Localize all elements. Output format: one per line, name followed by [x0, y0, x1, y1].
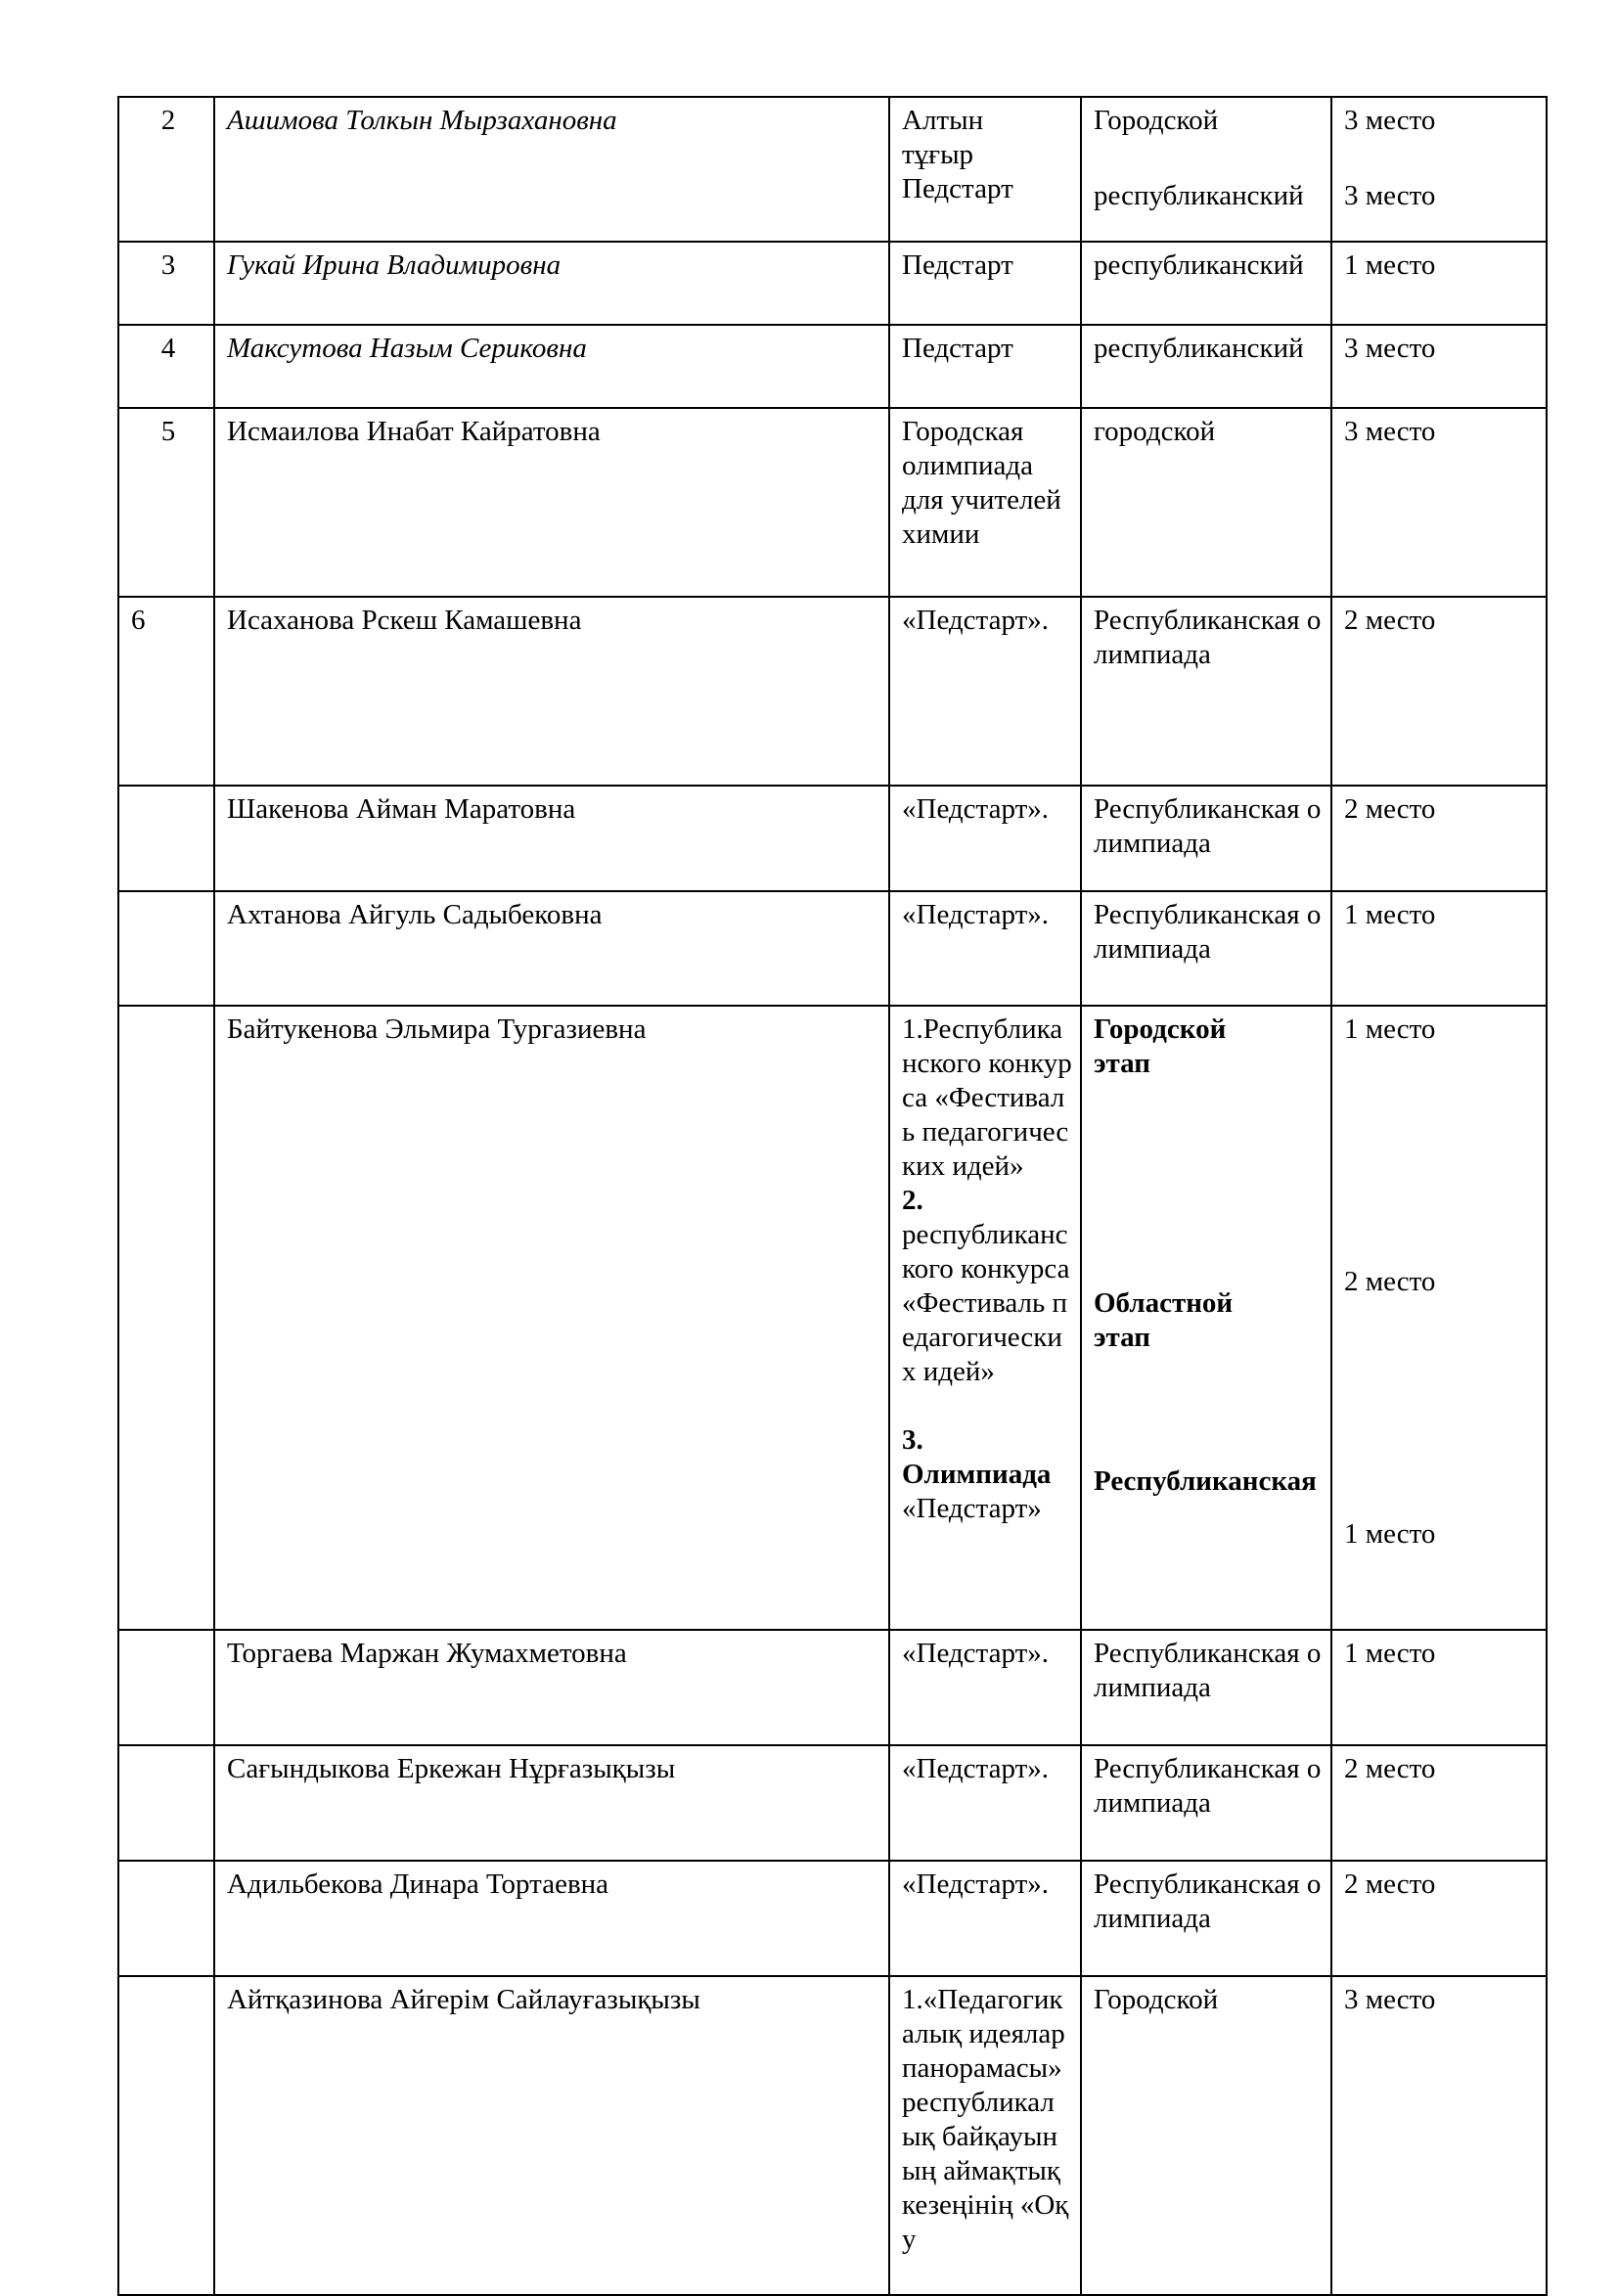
event-name: [889, 1006, 1081, 1630]
row-number: 6: [118, 597, 214, 786]
event-name: Педстарт: [889, 325, 1081, 408]
event-2-text: республиканского конкурса «Фестиваль педагогических идей»: [902, 1219, 1070, 1387]
event-level: Республиканская олимпиада: [1081, 1745, 1331, 1861]
event-2-number: 2.: [902, 1185, 923, 1216]
event-name: Городская олимпиада для учителей химии: [889, 408, 1081, 597]
award-place: 2 место: [1331, 786, 1547, 891]
event-level: городской: [1081, 408, 1331, 597]
event-name: Алтын тұғыр Педстарт: [889, 97, 1081, 242]
event-level: республиканский: [1081, 325, 1331, 408]
award-place: 3 место: [1331, 408, 1547, 597]
participant-name: Ашимова Толкын Мырзахановна: [214, 97, 889, 242]
event-3-text: «Педстарт»: [902, 1493, 1042, 1524]
table-row: [118, 1630, 1547, 1745]
event-level-3: Республиканская: [1094, 1465, 1317, 1497]
table-row: [118, 1976, 1547, 2295]
participant-name: Торгаева Маржан Жумахметовна: [214, 1630, 889, 1745]
row-number: [118, 1630, 214, 1745]
row-number: 3: [118, 242, 214, 325]
event-level: Республиканская олимпиада: [1081, 891, 1331, 1006]
event-name: «Педстарт».: [889, 786, 1081, 891]
table-row: [118, 97, 1547, 242]
award-place: 2 место: [1331, 1745, 1547, 1861]
participant-name: Гукай Ирина Владимировна: [214, 242, 889, 325]
award-place: [1331, 1006, 1547, 1630]
event-level-2: Областной этап: [1094, 1287, 1234, 1353]
table-row: [118, 242, 1547, 325]
row-number: [118, 1745, 214, 1861]
row-number: 2: [118, 97, 214, 242]
event-level: Городской: [1081, 1976, 1331, 2295]
award-place: 3 место: [1331, 1976, 1547, 2295]
row-number: [118, 786, 214, 891]
award-place-3: 1 место: [1344, 1518, 1436, 1550]
event-name: «Педстарт».: [889, 597, 1081, 786]
row-number: [118, 1861, 214, 1976]
table-row: [118, 786, 1547, 891]
participant-name: Исмаилова Инабат Кайратовна: [214, 408, 889, 597]
event-1-number: 1.: [902, 1013, 923, 1045]
event-name: «Педстарт».: [889, 1745, 1081, 1861]
participant-name: Адильбекова Динара Тортаевна: [214, 1861, 889, 1976]
event-name: «Педстарт».: [889, 1630, 1081, 1745]
participant-name: Айтқазинова Айгерім Сайлауғазықызы: [214, 1976, 889, 2295]
award-place-2: 3 место: [1344, 180, 1436, 211]
award-place-1: 3 место: [1344, 105, 1436, 136]
row-number: 4: [118, 325, 214, 408]
event-level: республиканский: [1081, 242, 1331, 325]
event-3-number: 3.: [902, 1424, 923, 1456]
participant-name: Сағындыкова Еркежан Нұрғазықызы: [214, 1745, 889, 1861]
table-row: [118, 1006, 1547, 1630]
event-1-text: Республиканского конкурса «Фестиваль педагогических идей»: [902, 1013, 1072, 1182]
event-name: 1.«Педагогикалық идеялар панорамасы» республикалық байқауының аймақтық кезеңінің «Оқу: [889, 1976, 1081, 2295]
row-number: [118, 1006, 214, 1630]
event-name: Педстарт: [889, 242, 1081, 325]
event-name: «Педстарт».: [889, 891, 1081, 1006]
awards-table: [117, 96, 1548, 2296]
participant-name: Исаханова Рскеш Камашевна: [214, 597, 889, 786]
award-place: [1331, 97, 1547, 242]
table-row: [118, 1745, 1547, 1861]
table-row: [118, 408, 1547, 597]
award-place: 1 место: [1331, 242, 1547, 325]
row-number: [118, 1976, 214, 2295]
award-place: 2 место: [1331, 1861, 1547, 1976]
event-3-bold-text: Олимпиада: [902, 1459, 1052, 1490]
event-level: [1081, 97, 1331, 242]
event-level: [1081, 1006, 1331, 1630]
row-number: 5: [118, 408, 214, 597]
event-name: «Педстарт».: [889, 1861, 1081, 1976]
table-row: [118, 597, 1547, 786]
table-row: [118, 1861, 1547, 1976]
row-number: [118, 891, 214, 1006]
participant-name: Шакенова Айман Маратовна: [214, 786, 889, 891]
event-level: Республиканская олимпиада: [1081, 1861, 1331, 1976]
event-level-1: Городской: [1094, 105, 1219, 136]
event-level-2: республиканский: [1094, 180, 1304, 211]
event-level: Республиканская олимпиада: [1081, 786, 1331, 891]
award-place: 2 место: [1331, 597, 1547, 786]
award-place-2: 2 место: [1344, 1266, 1436, 1297]
table-row: [118, 891, 1547, 1006]
table-row: [118, 325, 1547, 408]
event-level: Республиканская олимпиада: [1081, 597, 1331, 786]
award-place: 1 место: [1331, 891, 1547, 1006]
event-level-1: Городской этап: [1094, 1013, 1227, 1079]
award-place: 3 место: [1331, 325, 1547, 408]
participant-name: Байтукенова Эльмира Тургазиевна: [214, 1006, 889, 1630]
participant-name: Ахтанова Айгуль Садыбековна: [214, 891, 889, 1006]
award-place-1: 1 место: [1344, 1013, 1436, 1045]
event-level: Республиканская олимпиада: [1081, 1630, 1331, 1745]
award-place: 1 место: [1331, 1630, 1547, 1745]
participant-name: Максутова Назым Сериковна: [214, 325, 889, 408]
